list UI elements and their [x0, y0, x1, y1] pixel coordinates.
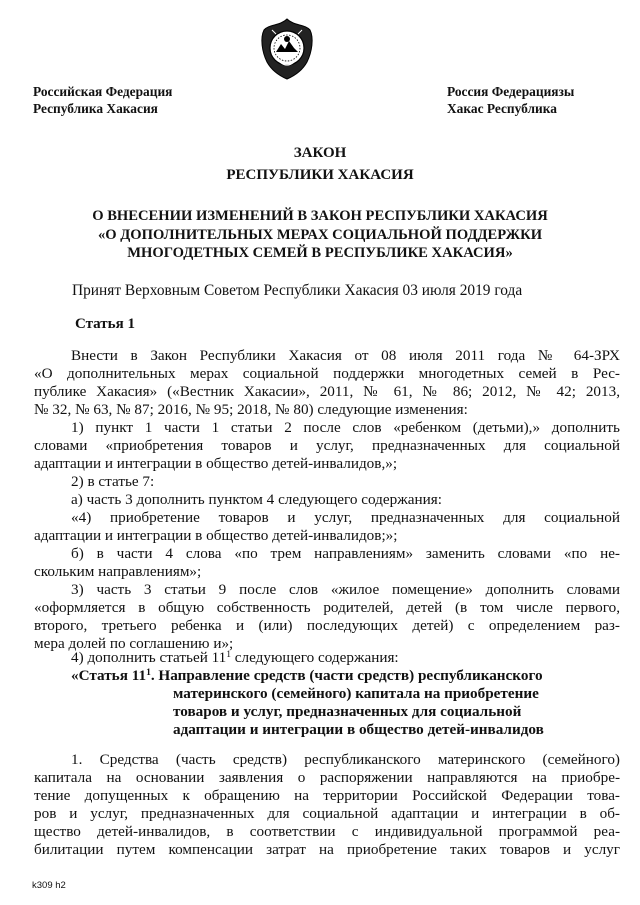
article-heading: Статья 1	[75, 316, 135, 332]
body-line: скольким направлениям»;	[34, 563, 202, 580]
inserted-article-prefix: «Статья 11	[71, 667, 147, 684]
inserted-article-heading	[71, 667, 543, 685]
body-line: адаптации и интеграции в общество детей-инвалидов,»;	[34, 455, 398, 472]
inserted-article-title-line: адаптации и интеграции в общество детей-инвалидов	[173, 721, 544, 738]
body-line: «оформляется в общую собственность родителей, детей (в том числе первого,	[34, 599, 620, 616]
adoption-note: Принят Верховным Советом Республики Хакасия 03 июля 2019 года	[72, 282, 523, 299]
header-right-line: Россия Федерациязы	[447, 84, 575, 99]
clause-line: ров и услуг, предназначенных для социальной адаптации и интеграции в об-	[34, 805, 620, 822]
body-line: 2) в статье 7:	[71, 473, 155, 490]
body-line: «О дополнительных мерах социальной поддержки многодетных семей в Рес-	[34, 365, 620, 382]
header-left	[33, 83, 172, 117]
law-subject	[0, 207, 640, 263]
body-line: 1) пункт 1 части 1 статьи 2 после слов «ребенком (детьми),» дополнить	[71, 419, 620, 436]
body-line: словами «приобретения товаров и услуг, предназначенных для социальной	[34, 437, 620, 454]
body-line: № 32, № 63, № 87; 2016, № 95; 2018, № 80) следующие изменения:	[34, 401, 468, 418]
superscript: 1	[226, 650, 231, 660]
footer-code: k309 h2	[32, 880, 66, 891]
clause-line: щество детей-инвалидов, в соответствии с индивидуальной программой реа-	[34, 823, 620, 840]
body-line: а) часть 3 дополнить пунктом 4 следующего содержания:	[71, 491, 442, 508]
inserted-article-title-rest	[173, 685, 544, 739]
superscript: 1	[146, 668, 151, 678]
body-line: публике Хакасия» («Вестник Хакасии», 2011, № 61, № 86; 2012, № 42; 2013,	[34, 383, 620, 400]
body-line: мера долей по соглашению и»;	[34, 635, 234, 652]
clause-line: капитала на основании заявления о распоряжении направляются на приобре-	[34, 769, 620, 786]
header-right	[447, 83, 574, 117]
body-line: адаптации и интеграции в общество детей-инвалидов;»;	[34, 527, 398, 544]
body-text: следующего содержания:	[234, 649, 399, 666]
clause-line: тение допущенных к обращению на территории Российской Федерации това-	[34, 787, 620, 804]
law-title	[0, 142, 640, 186]
law-subject-line: МНОГОДЕТНЫХ СЕМЕЙ В РЕСПУБЛИКЕ ХАКАСИЯ»	[127, 245, 513, 261]
body-line: «4) приобретение товаров и услуг, предназначенных для социальной	[71, 509, 620, 526]
clause-line: билитации путем компенсации затрат на приобретение таких товаров и услуг	[34, 841, 620, 858]
inserted-article-title-line: материнского (семейного) капитала на приобретение	[173, 685, 539, 702]
body-line	[71, 649, 620, 667]
header-left-line: Российская Федерация	[33, 84, 173, 99]
inserted-article-title: . Направление средств (части средств) республиканского	[150, 667, 543, 684]
header-right-line: Хакас Республика	[447, 101, 557, 116]
body-text: 4) дополнить статьей 11	[71, 649, 227, 666]
law-subject-line: О ВНЕСЕНИИ ИЗМЕНЕНИЙ В ЗАКОН РЕСПУБЛИКИ ХАКАСИЯ	[92, 208, 548, 224]
inserted-article-title-line: товаров и услуг, предназначенных для социальной	[173, 703, 522, 720]
body-line: 3) часть 3 статьи 9 после слов «жилое помещение» дополнить словами	[71, 581, 620, 598]
body-line: б) в части 4 слова «по трем направлениям» заменить словами «по не-	[71, 545, 620, 562]
law-title-line: ЗАКОН	[293, 145, 347, 161]
clause-line: 1. Средства (часть средств) республиканского материнского (семейного)	[71, 751, 620, 768]
law-subject-line: «О ДОПОЛНИТЕЛЬНЫХ МЕРАХ СОЦИАЛЬНОЙ ПОДДЕРЖКИ	[97, 226, 543, 243]
coat-of-arms-emblem-icon	[258, 18, 316, 80]
header-left-line: Республика Хакасия	[33, 101, 158, 116]
body-line: второго, третьего ребенка и (или) последующих детей) с определением раз-	[34, 617, 620, 634]
body-line: Внести в Закон Республики Хакасия от 08 июля 2011 года № 64-ЗРХ	[71, 347, 620, 364]
law-title-line: РЕСПУБЛИКИ ХАКАСИЯ	[226, 167, 414, 183]
